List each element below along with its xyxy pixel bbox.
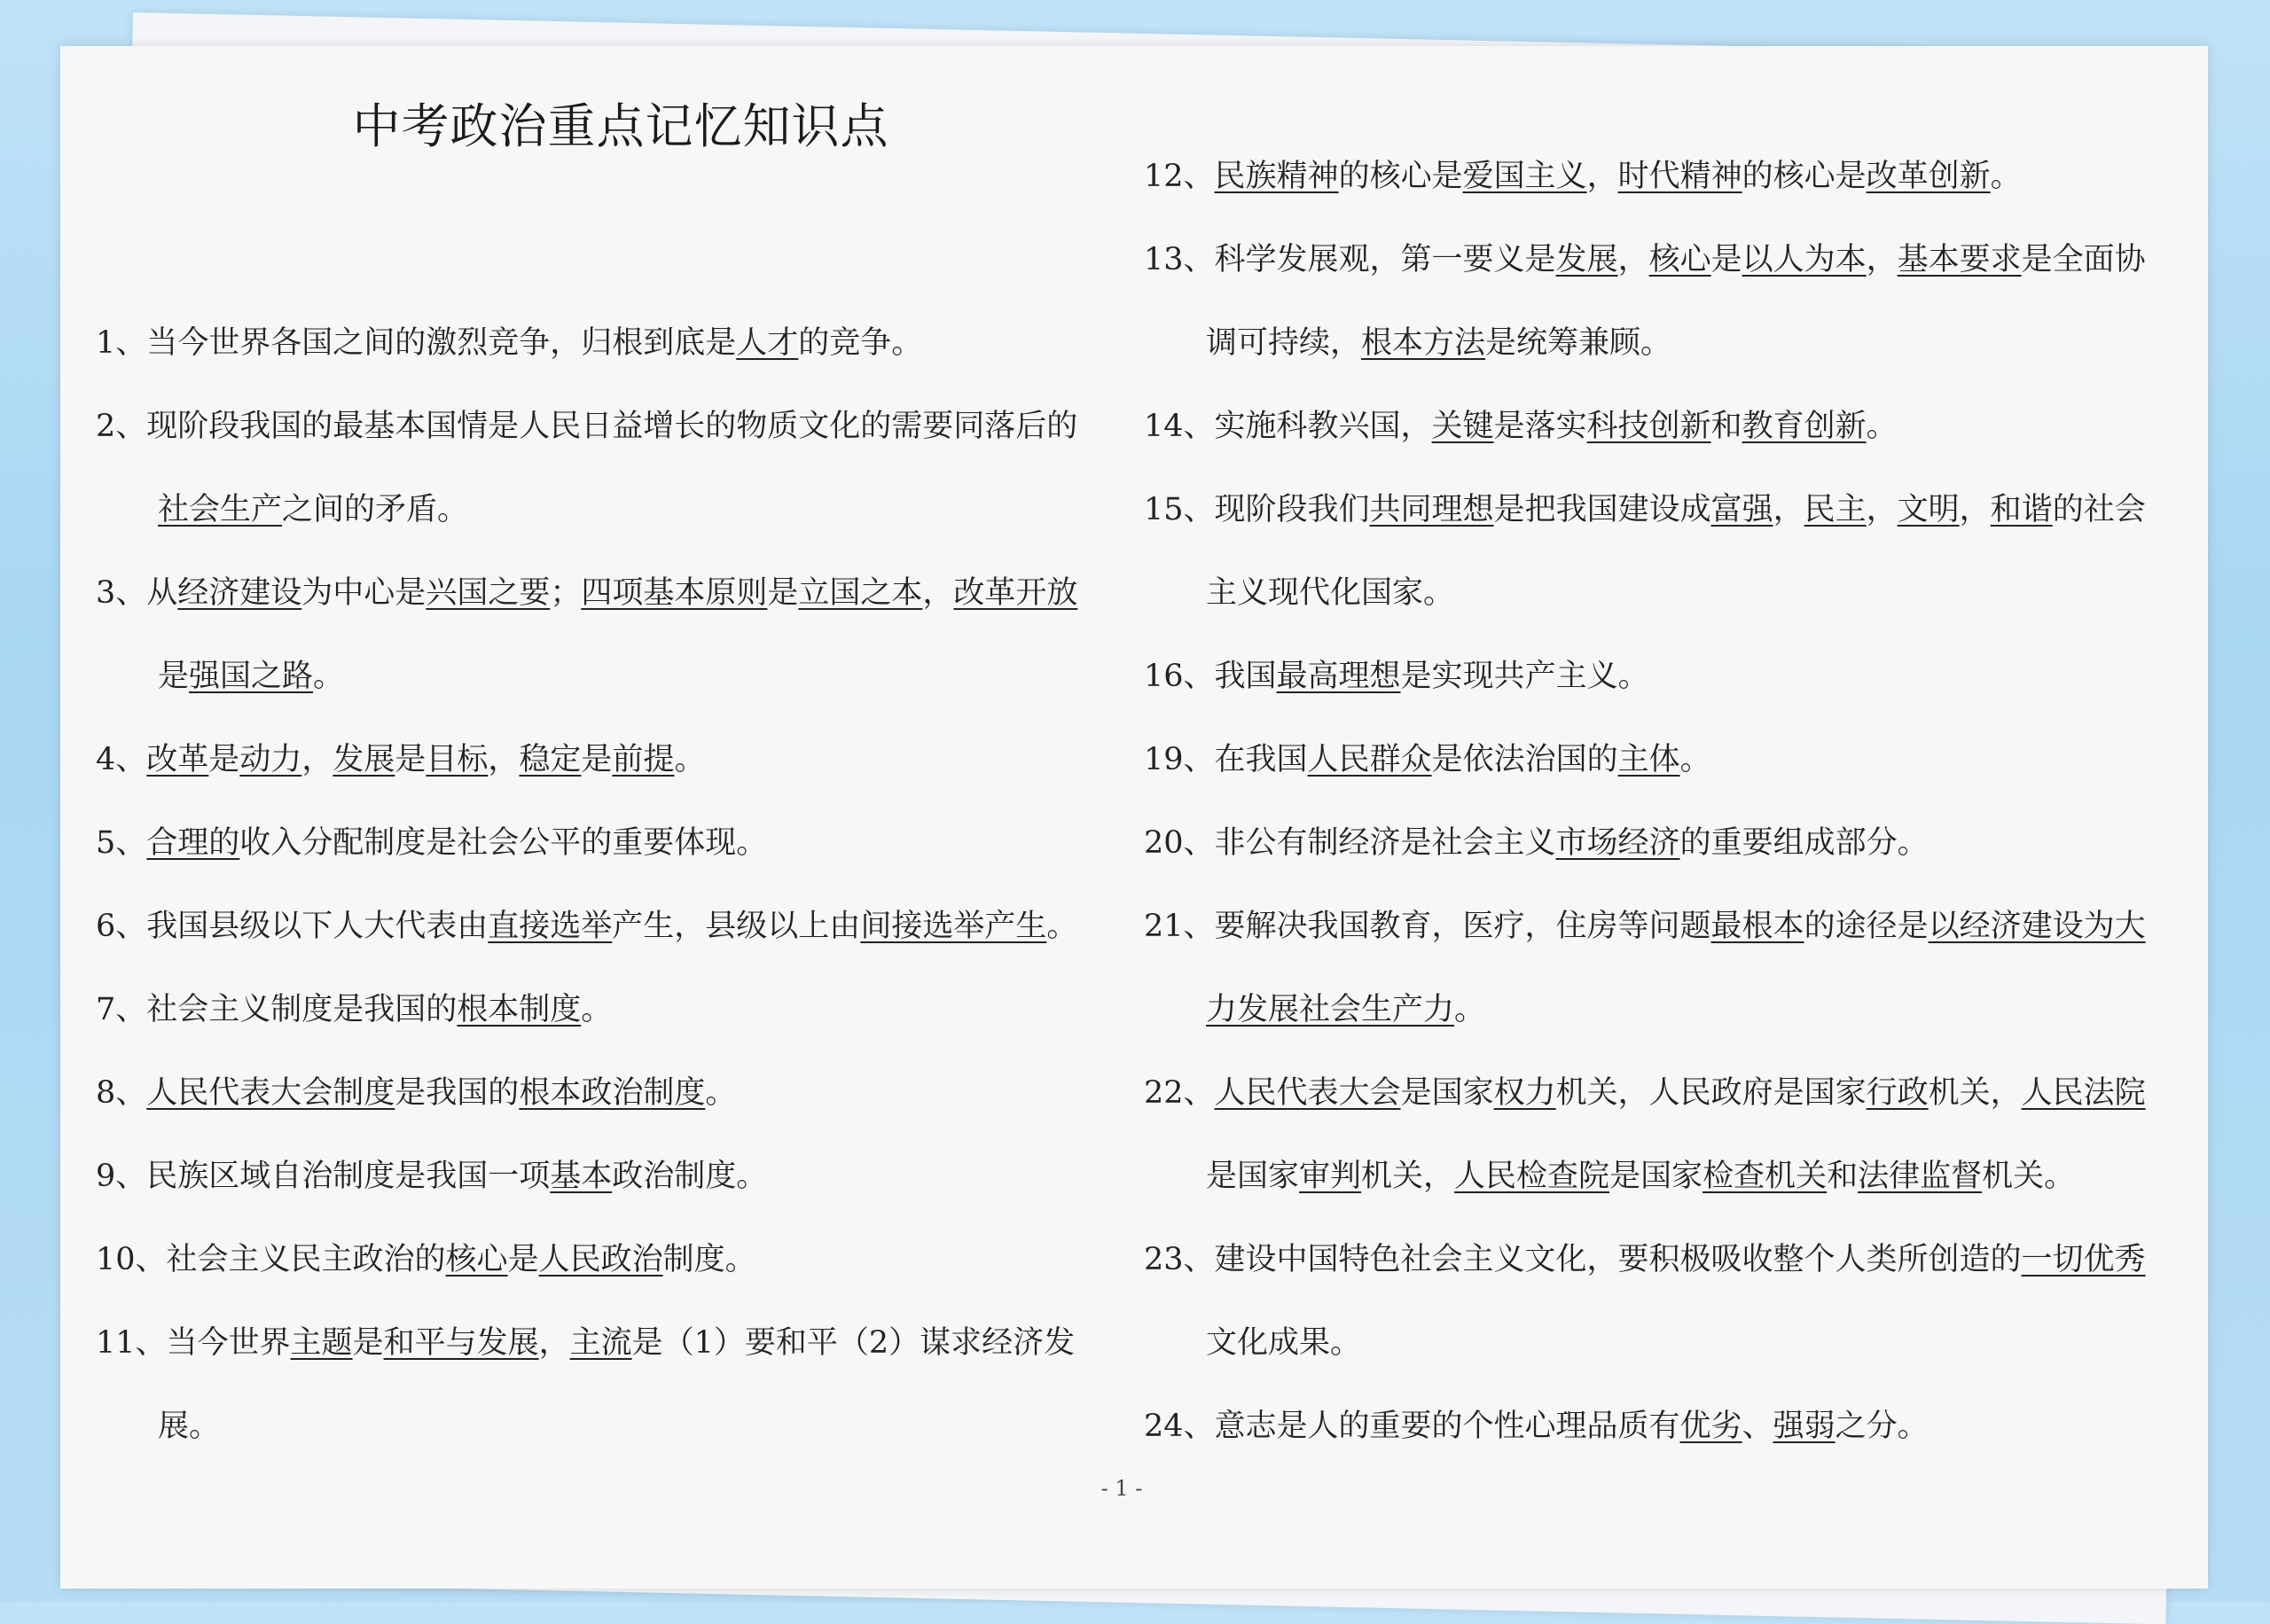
text-segment: 3、从	[96, 575, 178, 611]
key-term: 文明	[1897, 492, 1960, 527]
text-segment: 是我国的	[395, 1075, 520, 1111]
key-term: 基本	[550, 1159, 613, 1194]
key-term: 法律监督	[1858, 1159, 1983, 1194]
text-segment: 14、实施科教兴国，	[1144, 409, 1432, 444]
page-number: - 1 -	[1100, 1476, 1143, 1501]
knowledge-point	[96, 1135, 1098, 1218]
text-segment: 是	[395, 742, 427, 777]
knowledge-point	[1144, 718, 2164, 801]
text-segment: 之间的矛盾。	[282, 492, 469, 527]
text-segment: 是	[352, 1325, 384, 1361]
key-term: 人才	[736, 325, 799, 361]
text-segment: 16、我国	[1144, 659, 1277, 694]
key-term: 人民政治	[538, 1242, 663, 1277]
text-segment: 为中心是	[301, 575, 427, 611]
text-segment: 。	[581, 992, 613, 1027]
knowledge-point	[1144, 135, 2164, 218]
text-segment: 是统筹兼顾。	[1485, 325, 1672, 361]
text-segment: 是落实	[1493, 409, 1587, 444]
text-segment: 10、社会主义民主政治的	[96, 1242, 446, 1277]
key-term: 核心	[1648, 242, 1711, 277]
text-segment: 是全面协调可持续，	[1206, 242, 2146, 361]
key-term: 审判	[1299, 1159, 1362, 1194]
knowledge-point	[96, 968, 1098, 1051]
text-segment: 1、当今世界各国之间的激烈竞争，归根到底是	[96, 325, 737, 361]
knowledge-point	[1144, 218, 2164, 385]
knowledge-point	[1144, 1385, 2164, 1468]
text-segment: 12、	[1144, 159, 1215, 194]
key-term: 发展	[1555, 242, 1618, 277]
knowledge-point	[1144, 1218, 2164, 1385]
key-term: 立国之本	[798, 575, 923, 611]
text-segment: 的核心是	[1338, 159, 1463, 194]
key-term: 直接选举	[488, 909, 613, 944]
text-segment: 9、民族区域自治制度是我国一项	[96, 1159, 551, 1194]
key-term: 最根本	[1710, 909, 1804, 944]
text-segment: 机关，人民政府是国家	[1555, 1075, 1867, 1111]
text-segment: 。	[1454, 992, 1486, 1027]
key-term: 社会生产	[158, 492, 283, 527]
key-term: 主体	[1617, 742, 1680, 777]
text-segment: ，	[1617, 242, 1649, 277]
text-segment: 和	[1710, 409, 1742, 444]
knowledge-point	[1144, 468, 2164, 635]
key-term: 人民群众	[1307, 742, 1432, 777]
text-segment: 8、	[96, 1075, 147, 1111]
key-term: 兴国之要	[426, 575, 551, 611]
text-segment: 的竞争。	[798, 325, 923, 361]
text-segment: 。	[674, 742, 706, 777]
key-term: 经济建设	[177, 575, 302, 611]
right-column	[1144, 135, 2164, 1468]
text-segment: ，	[1866, 242, 1898, 277]
text-segment: 。	[1866, 409, 1898, 444]
key-term: 发展	[333, 742, 395, 777]
key-term: 改革开放	[953, 575, 1078, 611]
key-term: 改革	[146, 742, 209, 777]
text-segment: 21、要解决我国教育，医疗，住房等问题	[1144, 909, 1711, 944]
key-term: 主题	[290, 1325, 353, 1361]
text-segment: 11、当今世界	[96, 1325, 291, 1361]
text-segment: 6、我国县级以下人大代表由	[96, 909, 489, 944]
text-segment: 机关，	[1361, 1159, 1455, 1194]
knowledge-point	[96, 718, 1098, 801]
text-segment: 。	[313, 659, 345, 694]
knowledge-point	[1144, 385, 2164, 468]
key-term: 民族精神	[1214, 159, 1339, 194]
knowledge-point	[96, 1051, 1098, 1135]
text-segment: 15、现阶段我们	[1144, 492, 1370, 527]
key-term: 人民法院	[2021, 1075, 2146, 1111]
text-segment: 是	[158, 659, 190, 694]
text-segment: 机关，	[1928, 1075, 2022, 1111]
text-segment: ；	[550, 575, 582, 611]
text-segment: 之分。	[1835, 1409, 1929, 1444]
text-segment: 是	[767, 575, 799, 611]
key-term: 行政	[1866, 1075, 1929, 1111]
key-term: 目标	[426, 742, 489, 777]
key-term: 动力	[239, 742, 302, 777]
key-term: 一切优秀	[2021, 1242, 2146, 1277]
key-term: 强弱	[1773, 1409, 1836, 1444]
text-segment: 文化成果。	[1206, 1325, 1362, 1361]
text-segment: ，	[1959, 492, 1991, 527]
key-term: 关键	[1431, 409, 1494, 444]
text-segment: 是	[581, 742, 613, 777]
key-term: 合理的	[146, 825, 240, 861]
text-segment: ，	[1866, 492, 1898, 527]
text-segment: 。	[705, 1075, 737, 1111]
knowledge-point	[96, 885, 1098, 968]
text-segment: 政治制度。	[612, 1159, 768, 1194]
key-term: 人民代表大会	[1214, 1075, 1401, 1111]
text-segment: 的社会主义现代化国家。	[1206, 492, 2146, 611]
knowledge-point	[96, 301, 1098, 385]
key-term: 和平与发展	[383, 1325, 539, 1361]
key-term: 前提	[612, 742, 675, 777]
text-segment: 是（1）要和平（2）谋求经济发展。	[158, 1325, 1076, 1444]
knowledge-point	[1144, 885, 2164, 1051]
page-title: 中考政治重点记忆知识点	[352, 98, 889, 154]
text-segment: 是	[1710, 242, 1742, 277]
key-term: 间接选举产生	[860, 909, 1047, 944]
knowledge-point	[96, 801, 1098, 885]
text-segment: 是	[208, 742, 240, 777]
key-term: 根本方法	[1361, 325, 1486, 361]
text-segment: 20、非公有制经济是社会主义	[1144, 825, 1556, 861]
text-segment: ，	[1586, 159, 1618, 194]
key-term: 改革创新	[1866, 159, 1991, 194]
text-segment: 是实现共产主义。	[1400, 659, 1649, 694]
text-segment: 收入分配制度是社会公平的重要体现。	[239, 825, 768, 861]
text-segment: 是国家	[1206, 1159, 1300, 1194]
key-term: 优劣	[1679, 1409, 1742, 1444]
text-segment: 是	[507, 1242, 539, 1277]
text-segment: 7、社会主义制度是我国的	[96, 992, 458, 1027]
key-term: 最高理想	[1276, 659, 1401, 694]
knowledge-point	[1144, 801, 2164, 885]
text-segment: ，	[488, 742, 520, 777]
text-segment: 5、	[96, 825, 147, 861]
text-segment: ，	[922, 575, 954, 611]
key-term: 检查机关	[1702, 1159, 1828, 1194]
key-term: 人民代表大会制度	[146, 1075, 395, 1111]
text-segment: 和	[1827, 1159, 1859, 1194]
text-segment: 、	[1742, 1409, 1773, 1444]
key-term: 核心	[445, 1242, 508, 1277]
key-term: 以经济建设为大力发展社会生产力	[1206, 909, 2146, 1027]
text-segment: 是国家	[1400, 1075, 1494, 1111]
key-term: 时代精神	[1617, 159, 1742, 194]
text-segment: ，	[538, 1325, 570, 1361]
key-term: 强国之路	[189, 659, 314, 694]
text-segment: 2、现阶段我国的最基本国情是人民日益增长的物质文化的需要同落后的	[96, 409, 1078, 444]
text-segment: 的重要组成部分。	[1679, 825, 1929, 861]
text-segment: 19、在我国	[1144, 742, 1308, 777]
key-term: 共同理想	[1369, 492, 1494, 527]
text-segment: 的途径是	[1804, 909, 1929, 944]
key-term: 权力	[1493, 1075, 1556, 1111]
left-column	[96, 301, 1098, 1468]
knowledge-point	[1144, 635, 2164, 718]
key-term: 根本制度	[457, 992, 582, 1027]
text-segment: 是依法治国的	[1431, 742, 1618, 777]
knowledge-point	[96, 551, 1098, 718]
knowledge-point	[96, 1301, 1098, 1468]
key-term: 人民检查院	[1454, 1159, 1610, 1194]
key-term: 四项基本原则	[581, 575, 768, 611]
text-segment: 的核心是	[1742, 159, 1867, 194]
text-segment: 4、	[96, 742, 147, 777]
text-segment: 机关。	[1982, 1159, 2076, 1194]
text-segment: 13、科学发展观，第一要义是	[1144, 242, 1556, 277]
text-segment: 。	[1679, 742, 1711, 777]
text-segment: 是国家	[1609, 1159, 1703, 1194]
text-segment: 23、建设中国特色社会主义文化，要积极吸收整个人类所创造的	[1144, 1242, 2022, 1277]
text-segment: 。	[1990, 159, 2022, 194]
text-segment: 产生，县级以上由	[612, 909, 861, 944]
key-term: 基本要求	[1897, 242, 2022, 277]
key-term: 教育创新	[1742, 409, 1867, 444]
text-segment: ，	[301, 742, 333, 777]
text-segment: ，	[1773, 492, 1804, 527]
key-term: 主流	[569, 1325, 632, 1361]
text-segment: 。	[1046, 909, 1078, 944]
text-segment: 24、意志是人的重要的个性心理品质有	[1144, 1409, 1680, 1444]
text-segment: 制度。	[662, 1242, 756, 1277]
key-term: 富强	[1710, 492, 1773, 527]
key-term: 根本政治制度	[519, 1075, 706, 1111]
text-segment: 22、	[1144, 1075, 1215, 1111]
key-term: 以人为本	[1742, 242, 1867, 277]
key-term: 民主	[1804, 492, 1867, 527]
key-term: 和谐	[1990, 492, 2053, 527]
key-term: 爱国主义	[1462, 159, 1587, 194]
knowledge-point	[96, 385, 1098, 551]
key-term: 市场经济	[1555, 825, 1680, 861]
key-term: 科技创新	[1586, 409, 1711, 444]
text-segment: 是把我国建设成	[1493, 492, 1711, 527]
knowledge-point	[96, 1218, 1098, 1301]
knowledge-point	[1144, 1051, 2164, 1218]
key-term: 稳定	[519, 742, 582, 777]
